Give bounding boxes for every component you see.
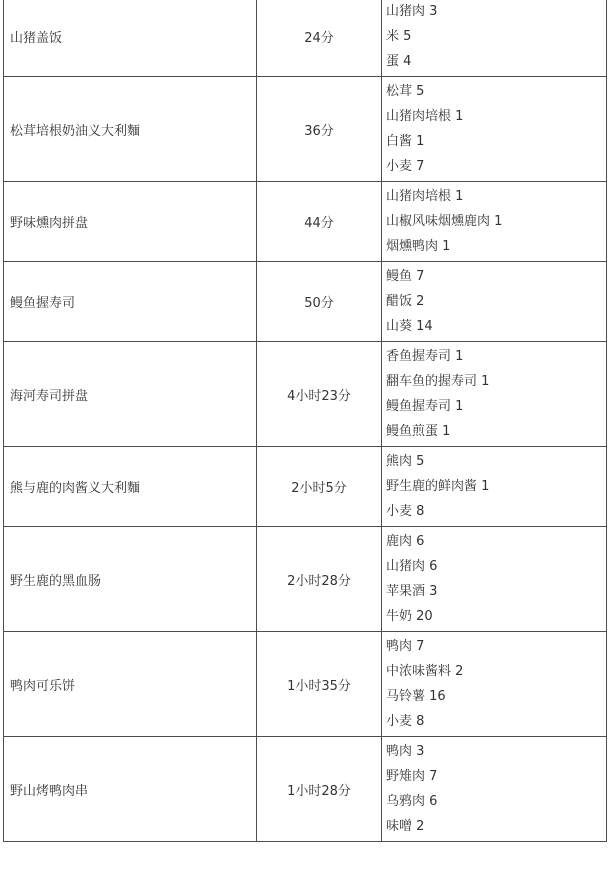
ingredient-item: 山猪肉培根 1 (386, 109, 464, 124)
ingredient-item: 醋饭 2 (386, 294, 425, 309)
ingredient-item: 山椒风味烟燻鹿肉 1 (386, 214, 503, 229)
ingredients-cell (382, 447, 607, 527)
ingredient-item: 苹果酒 3 (386, 584, 438, 599)
ingredient-item: 马铃薯 16 (386, 689, 446, 704)
dish-name: 海河寿司拼盘 (4, 342, 257, 447)
ingredients-cell (382, 77, 607, 182)
cook-time: 36分 (257, 77, 382, 182)
ingredient-item: 乌鸦肉 6 (386, 794, 438, 809)
ingredient-item: 鳗鱼握寿司 1 (386, 399, 464, 414)
ingredient-item: 山猪肉 3 (386, 4, 438, 19)
table-row (4, 0, 607, 77)
table-row (4, 447, 607, 527)
ingredient-item: 野雉肉 7 (386, 769, 438, 784)
ingredient-item: 烟燻鸭肉 1 (386, 239, 451, 254)
recipe-table-body (4, 0, 607, 842)
dish-name: 松茸培根奶油义大利麵 (4, 77, 257, 182)
cook-time: 44分 (257, 182, 382, 262)
ingredients-cell (382, 737, 607, 842)
ingredient-item: 山葵 14 (386, 319, 433, 334)
ingredients-cell (382, 0, 607, 77)
table-row (4, 342, 607, 447)
ingredients-cell (382, 182, 607, 262)
dish-name: 山猪盖饭 (4, 0, 257, 77)
ingredient-item: 小麦 8 (386, 504, 425, 519)
ingredient-item: 翻车鱼的握寿司 1 (386, 374, 490, 389)
ingredient-item: 牛奶 20 (386, 609, 433, 624)
table-row (4, 77, 607, 182)
table-row (4, 182, 607, 262)
ingredient-item: 小麦 7 (386, 159, 425, 174)
dish-name: 鳗鱼握寿司 (4, 262, 257, 342)
ingredients-cell (382, 632, 607, 737)
table-row (4, 262, 607, 342)
ingredient-item: 松茸 5 (386, 84, 425, 99)
table-row (4, 737, 607, 842)
table-row (4, 527, 607, 632)
dish-name: 熊与鹿的肉酱义大利麵 (4, 447, 257, 527)
ingredient-item: 味噌 2 (386, 819, 425, 834)
dish-name: 野生鹿的黑血肠 (4, 527, 257, 632)
cook-time: 24分 (257, 0, 382, 77)
dish-name: 野山烤鸭肉串 (4, 737, 257, 842)
ingredient-item: 鳗鱼 7 (386, 269, 425, 284)
dish-name: 野味燻肉拼盘 (4, 182, 257, 262)
cook-time: 50分 (257, 262, 382, 342)
ingredient-item: 鳗鱼煎蛋 1 (386, 424, 451, 439)
ingredient-item: 鸭肉 3 (386, 744, 425, 759)
ingredients-cell (382, 262, 607, 342)
cook-time: 1小时35分 (257, 632, 382, 737)
ingredient-item: 蛋 4 (386, 54, 412, 69)
ingredient-item: 山猪肉培根 1 (386, 189, 464, 204)
ingredient-item: 香鱼握寿司 1 (386, 349, 464, 364)
cook-time: 4小时23分 (257, 342, 382, 447)
ingredient-item: 山猪肉 6 (386, 559, 438, 574)
table-row (4, 632, 607, 737)
cook-time: 1小时28分 (257, 737, 382, 842)
ingredient-item: 鸭肉 7 (386, 639, 425, 654)
ingredient-item: 白酱 1 (386, 134, 425, 149)
ingredients-cell (382, 527, 607, 632)
ingredient-item: 米 5 (386, 29, 412, 44)
ingredient-item: 鹿肉 6 (386, 534, 425, 549)
recipe-table (3, 0, 607, 842)
ingredient-item: 中浓味酱料 2 (386, 664, 464, 679)
cook-time: 2小时5分 (257, 447, 382, 527)
cook-time: 2小时28分 (257, 527, 382, 632)
ingredient-item: 熊肉 5 (386, 454, 425, 469)
ingredient-item: 野生鹿的鲜肉酱 1 (386, 479, 490, 494)
ingredient-item: 小麦 8 (386, 714, 425, 729)
ingredients-cell (382, 342, 607, 447)
dish-name: 鸭肉可乐饼 (4, 632, 257, 737)
